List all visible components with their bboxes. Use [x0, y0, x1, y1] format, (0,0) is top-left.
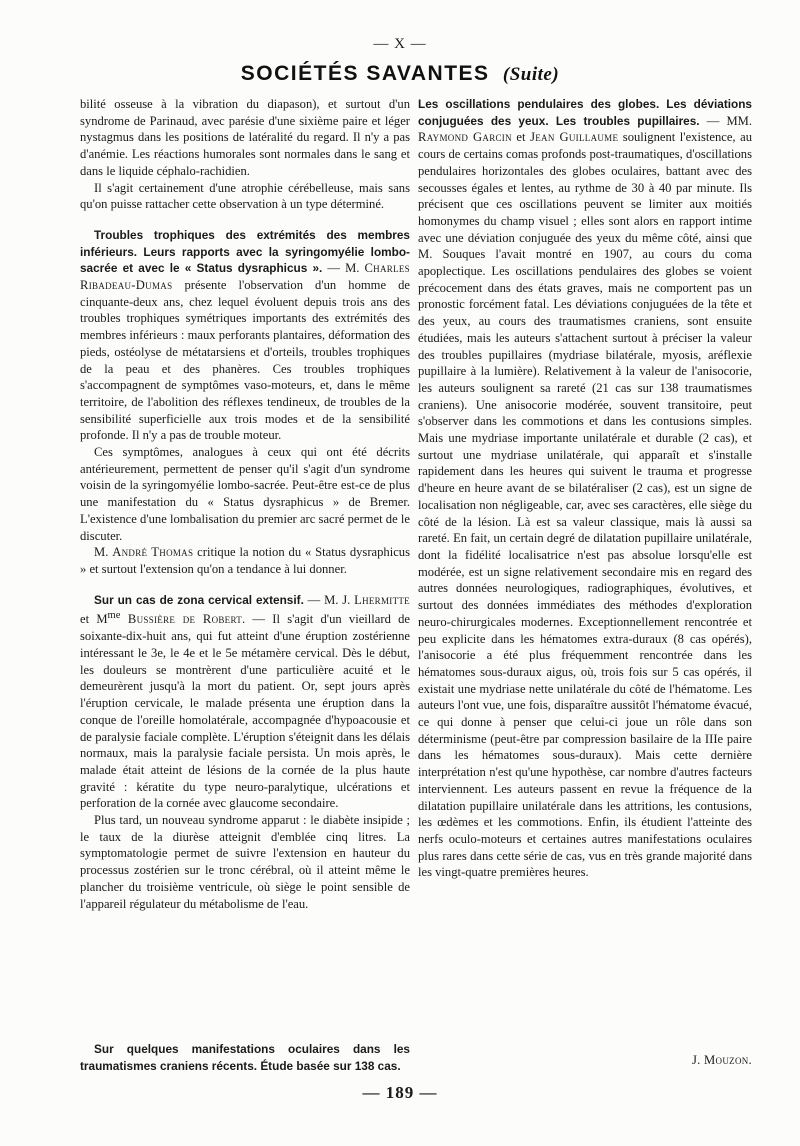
author-name: Jean Guillaume — [530, 130, 619, 145]
section-heading-ocular: Sur quelques manifestations oculaires dans les traumatismes craniens récents. Étude basée sur 138 cas. — [80, 1042, 410, 1073]
right-column — [418, 96, 752, 881]
signature — [418, 1053, 752, 1068]
dash-text: — M. — [322, 261, 365, 276]
paragraph: Il s'agit certainement d'une atrophie cérébelleuse, mais sans qu'on puisse rattacher cette observation à un type déterminé. — [80, 180, 410, 212]
paragraph: Plus tard, un nouveau syndrome apparut : le diabète insipide ; le taux de la diurèse atteignit d'emblée cinq litres. La symptomatologie permet de suivre l'extension en hauteur du processus zostérien sur le tronc cérébral, où il atteint même le plancher du troisième ventricule, où siège le point sensible de l'appareil régulateur du métabolisme de l'eau. — [80, 813, 410, 911]
paragraph: Ces symptômes, analogues à ceux qui ont été décrits antérieurement, permettent de penser qu'il s'agit d'un syndrome voisin de la syringomyélie lombo-sacrée. Peut-être est-ce de plus une manifestation du « Status dysraphicus » de Bremer. L'existence d'une lombalisation du premier arc sacré permet de le discuter. — [80, 445, 410, 543]
running-head-suffix: (Suite) — [502, 64, 560, 85]
signature-name: J. Mouzon. — [691, 1053, 752, 1067]
paragraph-text: critique la notion du « Status dysraphicus » et surtout l'extension qu'on a tendance à lui donner. — [80, 545, 410, 576]
and-text: et — [511, 130, 531, 145]
abstract-trophic-disorders — [80, 227, 410, 444]
running-head-title: SOCIÉTÉS SAVANTES — [240, 62, 490, 85]
paragraph — [80, 544, 410, 577]
paragraph-text: . — Il s'agit d'un vieillard de soixante-dix-huit ans, qui fut atteint d'une éruption zostérienne intéressant le 3e, le 4e et le 5e métamère cervical. Dès le début, les douleurs se montrèrent d'une particulière acuité et le demeurèrent jusqu'à la mort du patient. Or, sept jours après l'éruption cervicale, le malade présenta une éruption dans la conque de l'oreille homolatérale, accompagnée d'hypoacousie et de paralysie faciale complète. L'éruption s'éteignit dans les délais normaux, mais la paralysie faciale persista. Un mois après, le malade était atteint de lésions de la cornée de la plus haute gravité : kératite du type neuro-paralytique, ulcérations et perforation de la cornée avec glaucome secondaire. — [80, 612, 410, 811]
paragraph-text: présente l'observation d'un homme de cinquante-deux ans, chez lequel évoluent depuis trois ans des troubles trophiques symétriques importants des extrémités des membres inférieurs : maux perforants plantaires, déformation des pieds, ostéolyse de métatarsiens et d'orteils, troubles trophiques de la peau et des phanères. Ces troubles trophiques s'accompagnent de symptômes vaso-moteurs, et, dans le même territoire, de l'abolition des réflexes tendineux, de troubles de la sensibilité superficielle aux trois modes et de la sensibilité profonde. Il n'y a pas de trouble moteur. — [80, 278, 410, 443]
paragraph-text: soulignent l'existence, au cours de certains comas profonds post-traumatiques, d'oscillations pendulaires horizontales des globes oculaires, battant avec des secousses égales et lentes, au rythme de 30 à 40 par minute. Ils précisent que ces oscillations peuvent se limiter aux moitiés homonymes du champ visuel ; elles sont alors en rapport intime avec une déviation conjuguée des yeux du même côté, ainsi que M. Souques l'avait montré en 1907, au cours du coma apoplectique. Les oscillations pendulaires des globes se voient précocement dans des états graves, mais ne comportent pas un pronostic forcément fatal. Les déviations conjuguées de la tête et des yeux, au cours des traumatismes craniens, sont ensuite étudiées, mais les auteurs s'attachent surtout à préciser la valeur des troubles pupillaires (mydriase bilatérale, myosis, aréflexie pupillaire à la lumière). Relativement à la valeur de l'anisocorie, les auteurs soulignent sa rareté (21 cas sur 138 traumatismes craniens). Une anisocorie modérée, souvent transitoire, peut s'observer dans les commotions et dans les contusions simples. Mais une mydriase importante unilatérale et durable (2 cas), et surtout une mydriase unilatérale, qui apparaît et s'installe rapidement dans les heures qui suivent le trauma et progresse d'heure en heure avant de se bilatéraliser (2 cas), est un signe de localisation non négligeable, car, avec ses caractères, elle siège du côté de la lésion. Là est sa valeur classique, mais là aussi sa rareté. En fait, un certain degré de dilatation pupillaire unilatérale, dont la fidélité localisatrice n'est pas absolue lorsqu'elle est modérée, est un signe relativement secondaire mis en regard des autres données neurologiques, radiographiques, évolutives, et surtout des données immédiates des méthodes d'exploration neuro-chirurgicales modernes. Exceptionnellement rencontrée et peu explicite dans les hématomes extra-duraux (8 cas opérés), l'anisocorie a été plus fréquemment rencontrée dans les hématomes sous-duraux aigus, où, trois fois sur 5 cas opérés, il existait une mydriase nette unilatérale du côté de l'hématome. Les auteurs l'ont vue, une fois, disparaître aussitôt l'hématome évacué, ce qui donne à penser que celui-ci joue un rôle dans son déterminisme (peut-être par compression basilaire de la IIIe paire dans les hématomes sous-duraux). Mais cette dernière interprétation n'est qu'une hypothèse, car nombre d'autres facteurs interviennent. Les auteurs passent en revue la fréquence de la dilatation pupillaire unilatérale dans les attritions, les contusions, les œdèmes et les commotions. Enfin, ils étudient l'atteinte des nerfs oculo-moteurs et certaines autres manifestations oculaires plus rares dans cette série de cas, vus en très grande majorité dans les vingt-quatre premières heures. — [418, 130, 752, 880]
author-name: Bussière de Robert — [120, 612, 243, 627]
section-heading: Sur un cas de zona cervical extensif. — [94, 592, 304, 607]
left-column — [80, 96, 410, 912]
page-number: — 189 — — [362, 1083, 438, 1102]
running-head — [0, 62, 800, 86]
dash-text: — M. J. — [303, 592, 355, 607]
abstract-cervical-zona — [80, 592, 410, 812]
author-name: Charles Ribadeau-Dumas — [80, 261, 410, 293]
and-text: et M — [80, 612, 108, 627]
abstract-ocular-manifestations — [418, 96, 752, 881]
author-name: Lhermitte — [354, 592, 410, 607]
folio-roman-numeral: — X — — [373, 36, 427, 52]
mme-superscript: me — [107, 610, 121, 622]
author-name: André Thomas — [112, 545, 194, 560]
paragraph: bilité osseuse à la vibration du diapason), et surtout d'un syndrome de Parinaud, avec parésie d'une sixième paire et léger nystagmus dans les positions de latéralité du regard. Il n'y a pas d'anémie. Les réactions humorales sont normales dans le sang et dans le liquide céphalo-rachidien. — [80, 97, 410, 178]
dash-text: — MM. — [699, 113, 753, 128]
prefix-text: M. — [94, 545, 113, 560]
author-name: Raymond Garcin — [418, 130, 512, 145]
section-heading: Les oscillations pendulaires des globes. Les déviations conjuguées des yeux. Les troubles pupillaires. — [418, 97, 752, 128]
section-heading: Troubles trophiques des extrémités des membres inférieurs. Leurs rapports avec la syringomyélie lombo-sacrée et avec le « Status dysraphicus ». — [80, 227, 410, 276]
